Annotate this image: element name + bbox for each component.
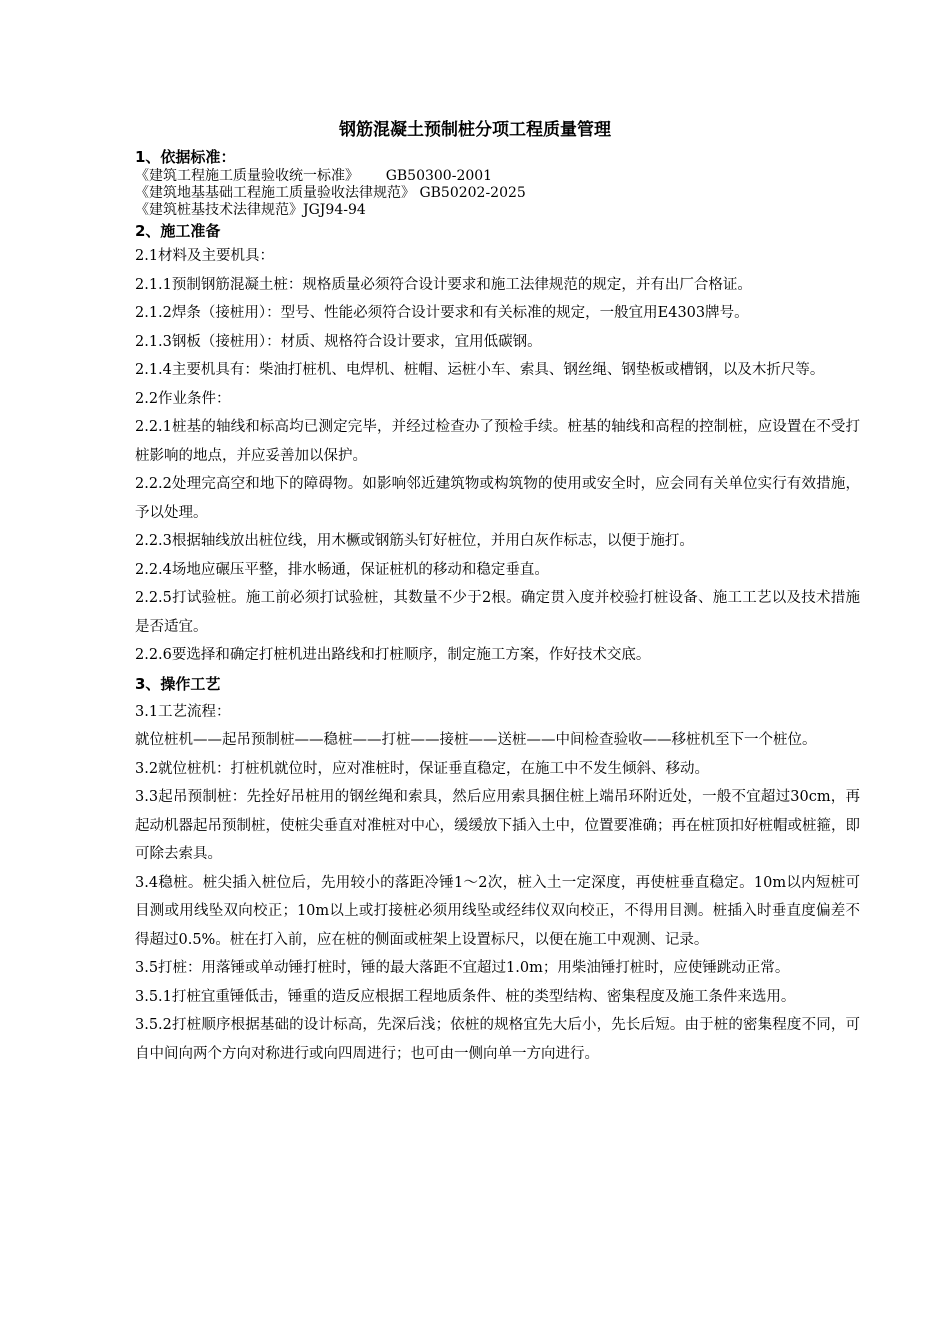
paragraph: 2.2.6要选择和确定打桩机进出路线和打桩顺序，制定施工方案，作好技术交底。	[135, 647, 651, 663]
paragraph: 2.1.3钢板（接桩用）：材质、规格符合设计要求，宜用低碳钢。	[135, 333, 542, 350]
paragraph: 3.3起吊预制桩：先拴好吊桩用的钢丝绳和索具，然后应用索具捆住桩上端吊环附近处，一般不宜超过30cm，再起动机器起吊预制桩，使桩尖垂直对准桩对中心，缓缓放下插入土中，位置要准确；再在桩顶扣好桩帽或桩箍，即可除去索具。	[135, 789, 860, 862]
paragraph: 3.5打桩：用落锤或单动锤打桩时，锤的最大落距不宜超过1.0m；用柴油锤打桩时，应使锤跳动正常。	[135, 960, 790, 976]
section-1-heading: 1、依据标准：	[135, 148, 236, 166]
reference-standard: 《建筑工程施工质量验收统一标准》 GB50300-2001	[135, 168, 493, 184]
paragraph: 2.2.5打试验桩。施工前必须打试验桩，其数量不少于2根。确定贯入度并校验打桩设备、施工工艺以及技术措施是否适宜。	[135, 590, 860, 635]
reference-standard: 《建筑地基基础工程施工质量验收法律规范》 GB50202-2025	[135, 185, 526, 201]
reference-standard: 《建筑桩基技术法律规范》JGJ94-94	[135, 202, 366, 218]
paragraph: 2.2作业条件：	[135, 390, 231, 407]
paragraph: 2.2.4场地应碾压平整，排水畅通，保证桩机的移动和稳定垂直。	[135, 561, 549, 578]
paragraph: 3.5.2打桩顺序根据基础的设计标高，先深后浅；依桩的规格宜先大后小，先长后短。由于桩的密集程度不同，可自中间向两个方向对称进行或向四周进行；也可由一侧向单一方向进行。	[135, 1017, 860, 1062]
paragraph: 2.2.1桩基的轴线和标高均已测定完毕，并经过检查办了预检手续。桩基的轴线和高程的控制桩，应设置在不受打桩影响的地点，并应妥善加以保护。	[135, 419, 860, 464]
paragraph: 2.2.2处理完高空和地下的障碍物。如影响邻近建筑物或构筑物的使用或安全时，应会同有关单位实行有效措施，予以处理。	[135, 476, 860, 521]
paragraph: 3.4稳桩。桩尖插入桩位后，先用较小的落距冷锤1～2次，桩入土一定深度，再使桩垂直稳定。10m以内短桩可目测或用线坠双向校正；10m以上或打接桩必须用线坠或经纬仪双向校正，不得用目测。桩插入时垂直度偏差不得超过0.5%。桩在打入前，应在桩的侧面或桩架上设置标尺，以便在施工中观测、记录。	[135, 874, 860, 948]
paragraph: 2.1.1预制钢筋混凝土桩：规格质量必须符合设计要求和施工法律规范的规定，并有出厂合格证。	[135, 276, 752, 293]
paragraph: 3.5.1打桩宜重锤低击，锤重的造反应根据工程地质条件、桩的类型结构、密集程度及施工条件来选用。	[135, 988, 796, 1005]
section-3-heading: 3、操作工艺	[135, 674, 221, 693]
paragraph: 就位桩机——起吊预制桩——稳桩——打桩——接桩——送桩——中间检查验收——移桩机至下一个桩位。	[135, 732, 817, 748]
document-title: 钢筋混凝土预制桩分项工程质量管理	[339, 120, 611, 140]
section-2-heading: 2、施工准备	[135, 222, 221, 240]
paragraph: 3.2就位桩机：打桩机就位时，应对准桩时，保证垂直稳定，在施工中不发生倾斜、移动。	[135, 760, 710, 777]
paragraph: 2.1材料及主要机具：	[135, 248, 275, 264]
paragraph: 2.2.3根据轴线放出桩位线，用木橛或钢筋头钉好桩位，并用白灰作标志，以便于施打。	[135, 533, 694, 549]
document-body	[135, 146, 860, 1068]
paragraph: 2.1.2焊条（接桩用）：型号、性能必须符合设计要求和有关标准的规定，一般宜用E4303牌号。	[135, 305, 749, 321]
paragraph: 3.1工艺流程：	[135, 703, 231, 720]
paragraph: 2.1.4主要机具有：柴油打桩机、电焊机、桩帽、运桩小车、索具、钢丝绳、钢垫板或槽钢，以及木折尺等。	[135, 362, 825, 378]
